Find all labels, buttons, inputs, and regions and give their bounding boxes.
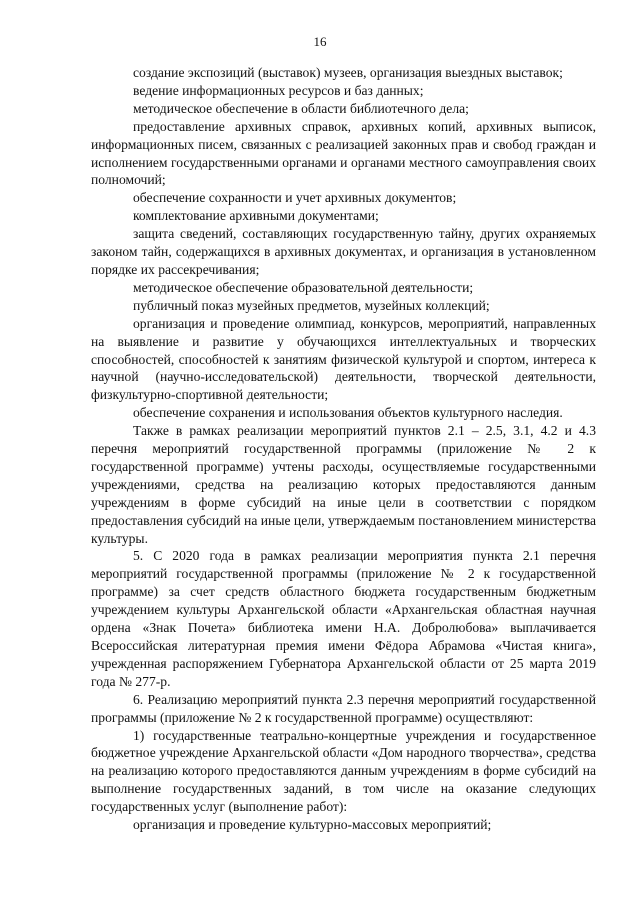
paragraph: Также в рамках реализации мероприятий пунктов 2.1 – 2.5, 3.1, 4.2 и 4.3 перечня мероприятий государственной программы (приложение № 2 к государственной программе) учтены расходы, осуществляемые государственными учреждениями, средства на реализацию которых предоставляются данным учреждениям в форме субсидий на иные цели в соответствии с порядком предоставления субсидий на иные цели, утверждаемым постановлением министерства культуры. (91, 423, 596, 546)
paragraph: организация и проведение олимпиад, конкурсов, мероприятий, направленных на выявление и развитие у обучающихся интеллектуальных и творческих способностей, способностей к занятиям физической культурой и спортом, интереса к научной (научно-исследовательской) деятельности, творческой деятельности, физкультурно-спортивной деятельности; (91, 315, 596, 403)
paragraph: обеспечение сохранения и использования объектов культурного наследия. (133, 405, 563, 421)
list-item: 1) государственные театрально-концертные учреждения и государственное бюджетное учреждение Архангельской области «Дом народного творчества», средства на реализацию которого предоставляются данным учреждениям в форме субсидий на выполнение государственных заданий, в том числе на оказание следующих государственных услуг (выполнение работ): (91, 727, 596, 815)
page-number: 16 (313, 34, 327, 49)
paragraph: комплектование архивными документами; (133, 208, 379, 224)
paragraph: организация и проведение культурно-массовых мероприятий; (133, 817, 492, 833)
paragraph: создание экспозиций (выставок) музеев, организация выездных выставок; (133, 65, 563, 80)
paragraph: предоставление архивных справок, архивных копий, архивных выписок, информационных писем, связанных с реализацией законных прав и свобод граждан и исполнением государственными органами и органами местного самоуправления своих полномочий; (91, 118, 596, 188)
paragraph: защита сведений, составляющих государственную тайну, других охраняемых законом тайн, содержащихся в архивных документах, и организация в установленном порядке их рассекречивания; (91, 226, 596, 277)
paragraph: обеспечение сохранности и учет архивных документов; (133, 190, 457, 206)
paragraph: 5. С 2020 года в рамках реализации мероприятия пункта 2.1 перечня мероприятий государственной программы (приложение № 2 к государственной программе) за счет средств областного бюджета государственным бюджетным учреждением культуры Архангельской области «Архангельская областная научная ордена «Знак Почета» библиотека имени Н.А. Добролюбова» выплачивается Всероссийская литературная премия имени Фёдора Абрамова «Чистая книга», учрежденная распоряжением Губернатора Архангельской области от 25 марта 2019 года № 277-р. (91, 548, 596, 689)
paragraph: методическое обеспечение образовательной деятельности; (133, 279, 474, 295)
paragraph: ведение информационных ресурсов и баз данных; (133, 82, 424, 98)
document-body (91, 64, 596, 834)
paragraph: 6. Реализацию мероприятий пункта 2.3 перечня мероприятий государственной программы (приложение № 2 к государственной программе) осуществляют: (91, 691, 596, 725)
paragraph: методическое обеспечение в области библиотечного дела; (133, 100, 469, 116)
paragraph: публичный показ музейных предметов, музейных коллекций; (133, 297, 490, 313)
